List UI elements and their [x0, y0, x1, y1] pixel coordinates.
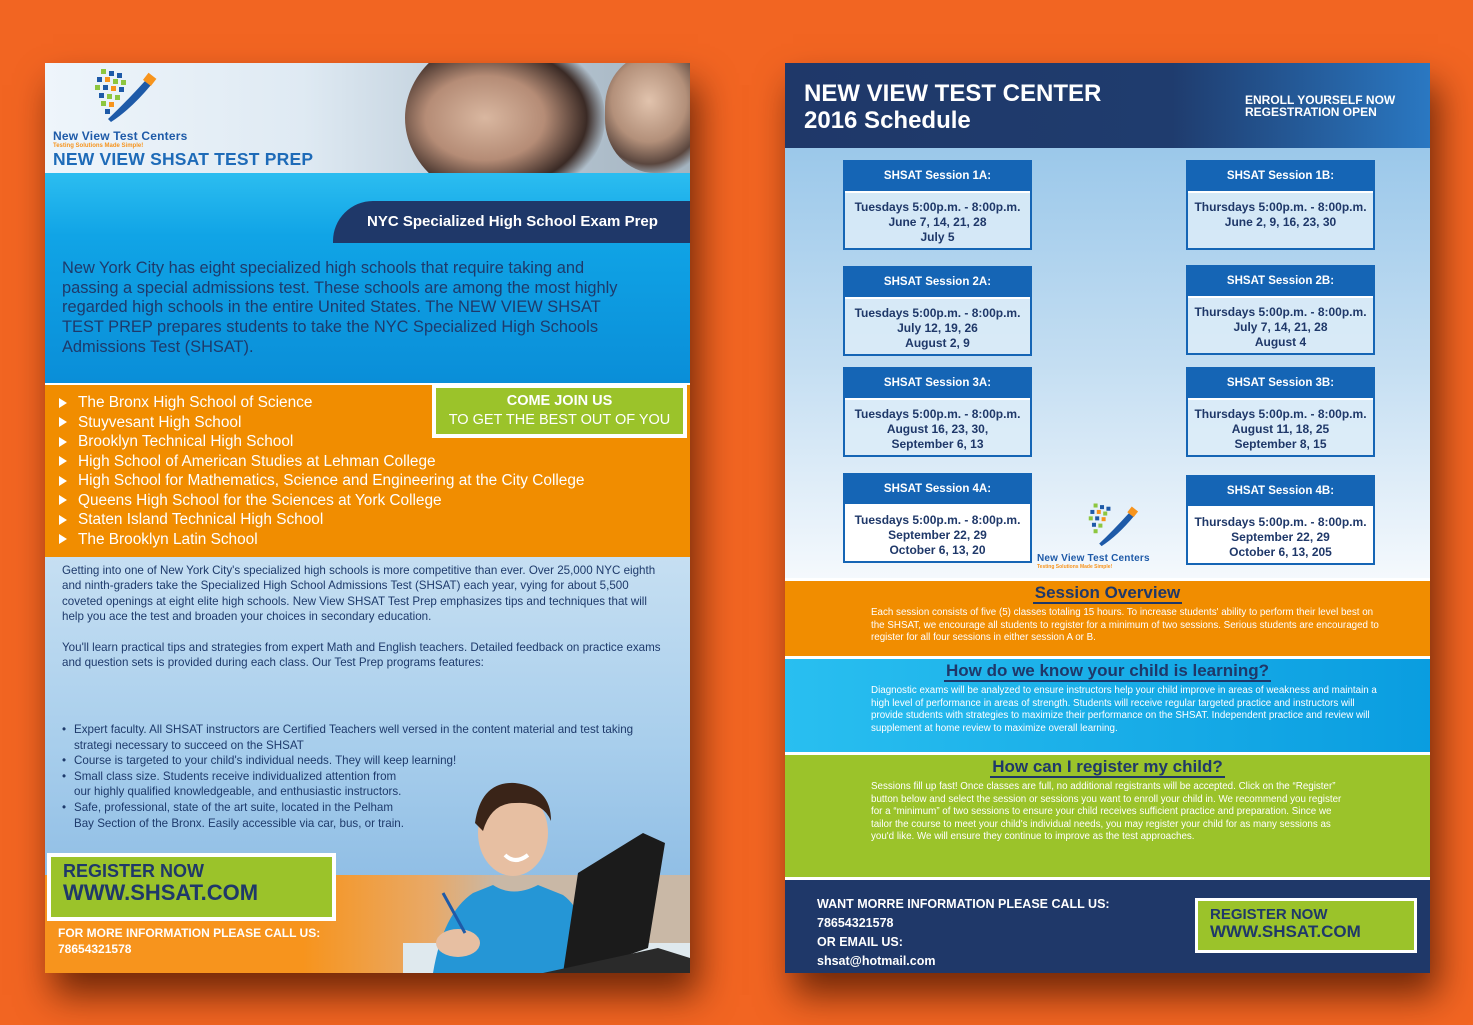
list-item: Staten Island Technical High School [59, 510, 584, 530]
list-item: Stuyvesant High School [59, 413, 584, 433]
triangle-bullet-icon [59, 534, 67, 544]
list-item: Brooklyn Technical High School [59, 432, 584, 452]
front-flyer [45, 63, 690, 973]
contact-info: FOR MORE INFORMATION PLEASE CALL US: 78654321578 [58, 926, 321, 956]
phone-number: 78654321578 [58, 942, 132, 956]
session-card-2a: SHSAT Session 2A: Tuesdays 5:00p.m. - 8:00p.m. July 12, 19, 26 August 2, 9 [843, 266, 1032, 356]
triangle-bullet-icon [59, 476, 67, 486]
register-info-section: How can I register my child? Sessions fill up fast! Once classes are full, no additional registrants will be accepted. Click on the “Register” button below and select the session or sessions you want to enroll your child in. We recommend you register for a “minimum” of two sessions to ensure your child receives sufficient practice and preparation. Since we tailor the course to meet your child's individual needs, you may register your child for as many sessions as you'd like. We will ensure they continue to improve as the test approaches. [785, 752, 1430, 877]
student-laptop-photo [403, 773, 690, 973]
contact-info: WANT MORRE INFORMATION PLEASE CALL US: 78654321578 OR EMAIL US: shsat@hotmail.com [817, 895, 1110, 971]
details-text: Getting into one of New York City's specialized high schools is more competitive than ever. Over 25,000 NYC eighth and ninth-graders take the Specialized High School Admissions Test (SHSAT) each year, vying for about 5,500 coveted openings at eight elite high schools. New View SHSAT Test Prep emphasizes tips and techniques that will help you ace the test and broaden your choices in secondary education. You'll learn practical tips and strategies from expert Math and English teachers. Detailed feedback on practice exams and question sets is provided during each class. Our Test Prep programs features: [62, 564, 661, 670]
list-item: • Small class size. Students receive individualized attention from our highly qualified knowledgeable, and enthusiastic instructors. [62, 769, 412, 800]
list-item: The Brooklyn Latin School [59, 530, 584, 550]
section-heading: How do we know your child is learning? [945, 661, 1270, 680]
brand-logo: New View Test Centers Testing Solutions Made Simple! [53, 67, 187, 149]
triangle-bullet-icon [59, 437, 67, 447]
list-item: Queens High School for the Sciences at York College [59, 491, 584, 511]
session-card-3b: SHSAT Session 3B: Thursdays 5:00p.m. - 8:00p.m. August 11, 18, 25 September 8, 15 [1186, 367, 1375, 457]
section-heading: How can I register my child? [992, 757, 1223, 776]
join-us-callout: COME JOIN US TO GET THE BEST OUT OF YOU [432, 384, 687, 438]
triangle-bullet-icon [59, 495, 67, 505]
page-title: NEW VIEW TEST CENTER 2016 Schedule [804, 80, 1102, 134]
schedule-header [785, 63, 1430, 148]
session-overview-section: Session Overview Each session consists of five (5) classes totaling 15 hours. To increase students' ability to perform their level best on the SHSAT, we encourage all students to register for a minimum of two sessions. Serious students are encouraged to register for all four sessions in either session A or B. [785, 578, 1430, 656]
contact-footer [785, 877, 1430, 973]
student-photo [605, 63, 690, 173]
section-heading: Session Overview [1034, 583, 1181, 602]
intro-text: New York City has eight specialized high schools that require taking and passing a special admissions test. These schools are among the most highly regarded high schools in the entire United States. The NEW VIEW SHSAT TEST PREP prepares students to take the NYC Specialized High Schools Admissions Test (SHSAT). [62, 259, 618, 356]
list-item: The Bronx High School of Science [59, 393, 584, 413]
list-item: • Expert faculty. All SHSAT instructors are Certified Teachers well versed in the content material and test taking strategi necessary to succeed on the SHSAT [62, 722, 662, 753]
triangle-bullet-icon [59, 515, 67, 525]
page-title: NEW VIEW SHSAT TEST PREP [53, 149, 314, 169]
phone-number: 78654321578 [817, 916, 894, 930]
session-card-2b: SHSAT Session 2B: Thursdays 5:00p.m. - 8:00p.m. July 7, 14, 21, 28 August 4 [1186, 265, 1375, 355]
session-card-4a: SHSAT Session 4A: Tuesdays 5:00p.m. - 8:00p.m. September 22, 29 October 6, 13, 20 [843, 473, 1032, 563]
pixel-pen-logo-icon [53, 67, 165, 127]
register-now-button[interactable]: REGISTER NOW WWW.SHSAT.COM [1195, 898, 1417, 953]
register-now-button[interactable]: REGISTER NOW WWW.SHSAT.COM [47, 853, 336, 921]
triangle-bullet-icon [59, 417, 67, 427]
session-card-4b: SHSAT Session 4B: Thursdays 5:00p.m. - 8:00p.m. September 22, 29 October 6, 13, 205 [1186, 475, 1375, 565]
session-card-1b: SHSAT Session 1B: Thursdays 5:00p.m. - 8:00p.m. June 2, 9, 16, 23, 30 [1186, 160, 1375, 250]
learning-section: How do we know your child is learning? Diagnostic exams will be analyzed to ensure instructors help your child improve in areas of weakness and maintain a high level of performance in areas of strength. Students will receive regular targeted practice and instructors will provide students with strategies to maximize their performance on the SHSAT. Independent practice and review will supplement at home review to maximize overall learning. [785, 656, 1430, 752]
website-link[interactable]: WWW.SHSAT.COM [1210, 922, 1361, 941]
email-link[interactable]: shsat@hotmail.com [817, 954, 936, 968]
subtitle-ribbon: NYC Specialized High School Exam Prep [333, 201, 690, 243]
website-link[interactable]: WWW.SHSAT.COM [63, 880, 259, 905]
list-item: High School for Mathematics, Science and Engineering at the City College [59, 471, 584, 491]
student-photo [405, 63, 605, 173]
list-item: • Safe, professional, state of the art suite, located in the Pelham Bay Section of the Bronx. Easily accessible via car, bus, or train. [62, 800, 412, 831]
enroll-notice: ENROLL YOURSELF NOW REGESTRATION OPEN [1245, 93, 1396, 119]
back-flyer [785, 63, 1430, 973]
session-card-1a: SHSAT Session 1A: Tuesdays 5:00p.m. - 8:00p.m. June 7, 14, 21, 28 July 5 [843, 160, 1032, 250]
session-card-3a: SHSAT Session 3A: Tuesdays 5:00p.m. - 8:00p.m. August 16, 23, 30, September 6, 13 [843, 367, 1032, 457]
triangle-bullet-icon [59, 398, 67, 408]
list-item: • Course is targeted to your child's individual needs. They will keep learning! [62, 753, 662, 769]
brand-logo: New View Test Centers Testing Solutions Made Simple! [1037, 500, 1150, 570]
triangle-bullet-icon [59, 456, 67, 466]
list-item: High School of American Studies at Lehman College [59, 452, 584, 472]
pixel-pen-logo-icon [1055, 500, 1145, 552]
